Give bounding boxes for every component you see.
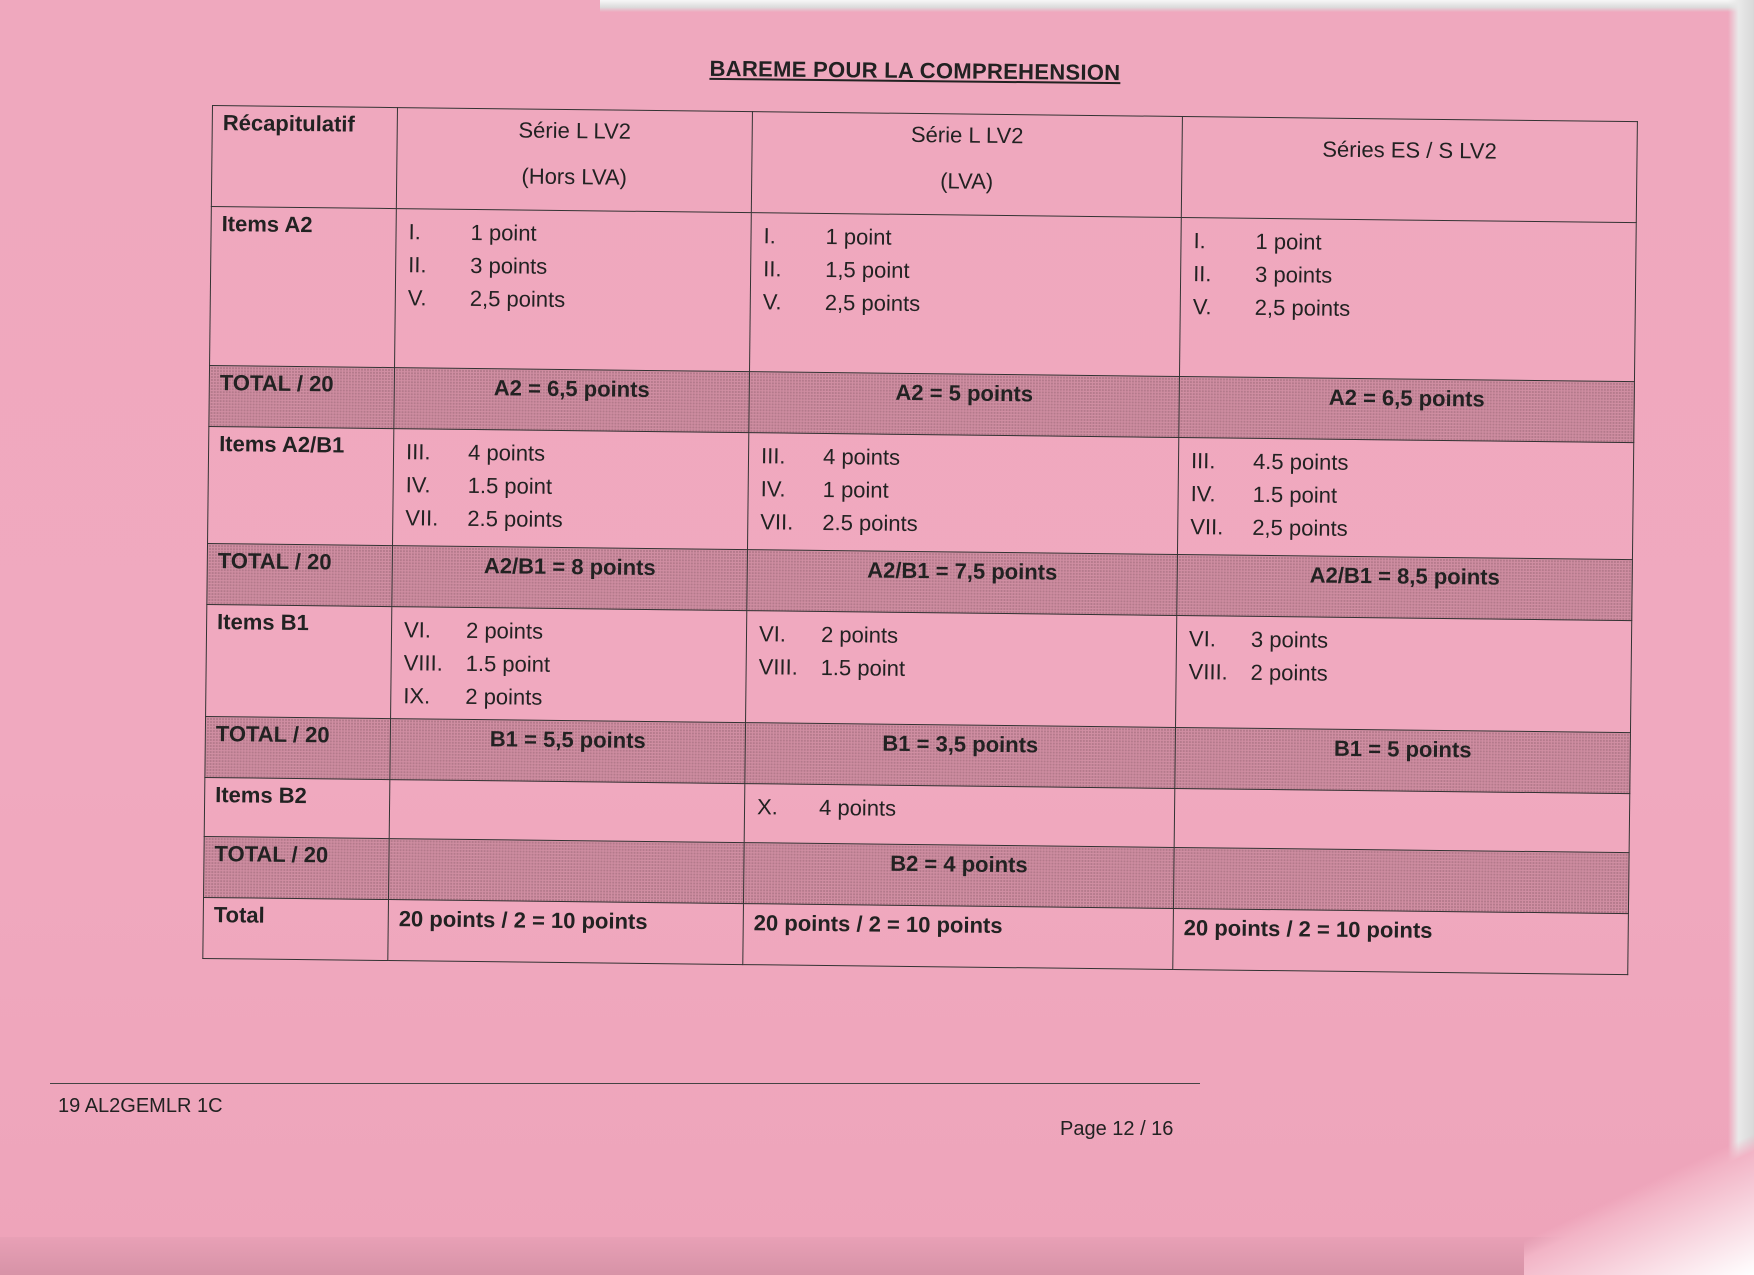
item-points: 2 points — [465, 617, 544, 644]
item-entry — [758, 650, 1163, 688]
item-points: 1,5 point — [825, 256, 910, 283]
page-title: BAREME POUR LA COMPREHENSION — [709, 55, 1121, 86]
item-points: 2.5 points — [467, 505, 563, 533]
header-column-line2: (LVA) — [940, 168, 994, 194]
items-row-label: Items B2 — [204, 777, 390, 838]
document-code: 19 AL2GEMLR 1C — [58, 1095, 223, 1117]
item-entry — [405, 501, 735, 538]
item-points: 2,5 points — [469, 285, 566, 313]
header-column-line2 — [1182, 161, 1636, 186]
item-number: II. — [763, 256, 782, 282]
item-number: VII. — [760, 509, 794, 535]
item-number: VII. — [405, 505, 439, 531]
items-cell — [747, 433, 1178, 555]
scan-edge-right — [1728, 0, 1754, 1275]
item-number: VIII. — [758, 654, 798, 680]
item-entry — [403, 646, 733, 683]
total-value: A2 = 5 points — [749, 372, 1180, 438]
item-entry — [404, 613, 734, 650]
item-number: I. — [763, 223, 776, 249]
total-value: A2/B1 = 8 points — [392, 546, 748, 611]
item-number: IV. — [405, 472, 431, 498]
items-cell — [746, 611, 1177, 728]
item-number: V. — [762, 289, 782, 315]
total-row-label: TOTAL / 20 — [205, 716, 391, 779]
item-number: I. — [1193, 228, 1206, 254]
item-entry — [1189, 622, 1619, 660]
items-cell — [1179, 218, 1636, 382]
item-points: 4 points — [822, 443, 901, 470]
header-column-line1: Séries ES / S LV2 — [1322, 136, 1497, 164]
item-number: IX. — [403, 683, 431, 709]
total-value: A2/B1 = 8,5 points — [1177, 554, 1633, 620]
item-number: III. — [405, 439, 431, 465]
item-points: 4 points — [467, 439, 546, 466]
item-number: VIII. — [1188, 659, 1228, 685]
items-row — [208, 426, 1634, 559]
item-number: V. — [1192, 294, 1212, 320]
items-row-label: Items A2 — [210, 206, 397, 367]
final-total-label: Total — [203, 897, 389, 960]
item-entry — [760, 505, 1165, 543]
header-column-line2: (Hors LVA) — [521, 163, 628, 190]
item-entry — [403, 679, 733, 716]
item-points: 3 points — [1250, 626, 1329, 653]
total-value: A2 = 6,5 points — [1179, 376, 1635, 442]
item-number: VIII. — [403, 650, 443, 676]
item-entry — [759, 617, 1164, 655]
total-value: B2 = 4 points — [743, 843, 1174, 909]
item-entry — [408, 248, 738, 285]
scan-edge-top — [600, 0, 1754, 12]
items-cell — [1176, 615, 1632, 732]
item-entry — [760, 472, 1165, 510]
item-entry — [408, 281, 738, 318]
item-points: 1.5 point — [1252, 481, 1338, 508]
item-entry — [763, 252, 1168, 290]
item-entry — [763, 219, 1168, 257]
items-row-label: Items B1 — [206, 604, 392, 718]
item-number: VI. — [758, 621, 787, 647]
item-points: 3 points — [1255, 261, 1333, 288]
total-value: A2/B1 = 7,5 points — [747, 550, 1178, 616]
item-number: III. — [760, 443, 786, 469]
header-row — [211, 106, 1637, 223]
item-points: 1 point — [825, 223, 892, 250]
item-points: 2,5 points — [1254, 294, 1351, 321]
items-cell — [750, 213, 1182, 377]
total-row-label: TOTAL / 20 — [209, 365, 395, 428]
item-entry — [763, 285, 1168, 323]
item-points: 1 point — [822, 476, 889, 503]
item-number: IV. — [1190, 481, 1216, 507]
item-number: VI. — [403, 617, 432, 643]
scan-edge-bottom — [0, 1237, 1754, 1275]
total-row-label: TOTAL / 20 — [204, 836, 390, 899]
item-number: VII. — [1190, 514, 1224, 540]
grading-table — [202, 105, 1638, 975]
item-entry — [1193, 224, 1623, 262]
item-entry — [1190, 510, 1620, 548]
item-entry — [757, 790, 1162, 828]
item-entry — [1193, 257, 1623, 295]
item-points: 2,5 points — [824, 289, 921, 317]
item-points: 1.5 point — [465, 650, 551, 677]
total-row-label: TOTAL / 20 — [207, 543, 393, 606]
final-total-value: 20 points / 2 = 10 points — [743, 904, 1174, 970]
item-points: 2 points — [1250, 659, 1328, 686]
grading-table-wrapper — [202, 105, 1637, 975]
final-total-value: 20 points / 2 = 10 points — [388, 900, 744, 965]
item-points: 1 point — [470, 219, 537, 246]
header-column — [751, 112, 1182, 218]
items-cell — [1174, 788, 1630, 852]
header-column-line1: Série L LV2 — [910, 121, 1024, 149]
item-points: 1 point — [1255, 228, 1322, 255]
item-number: I. — [408, 219, 421, 245]
item-entry — [761, 439, 1166, 477]
item-entry — [1191, 444, 1621, 482]
page-number: Page 12 / 16 — [1060, 1118, 1174, 1140]
item-points: 2 points — [820, 621, 899, 648]
item-number: III. — [1190, 448, 1216, 474]
total-value: B1 = 3,5 points — [745, 723, 1176, 789]
page-corner-fold — [1524, 1125, 1754, 1275]
footer-divider — [50, 1083, 1200, 1084]
header-column-line1: Série L LV2 — [518, 117, 632, 144]
item-points: 1.5 point — [820, 654, 906, 681]
item-points: 1.5 point — [467, 472, 553, 499]
final-total-value: 20 points / 2 = 10 points — [1173, 908, 1629, 974]
items-cell — [744, 784, 1175, 848]
item-points: 3 points — [470, 252, 548, 279]
items-row-label: Items A2/B1 — [208, 426, 394, 545]
item-points: 4.5 points — [1252, 448, 1349, 475]
header-column — [1181, 117, 1637, 223]
items-cell — [393, 429, 749, 550]
item-number: IV. — [760, 476, 786, 502]
item-number: V. — [407, 285, 427, 311]
item-points: 2.5 points — [822, 509, 918, 537]
item-entry — [1188, 655, 1618, 693]
items-cell — [1177, 437, 1633, 559]
total-value — [1173, 847, 1629, 913]
items-cell — [395, 209, 752, 372]
total-value: B1 = 5 points — [1175, 727, 1631, 793]
header-column — [396, 108, 752, 213]
item-number: X. — [756, 794, 779, 820]
items-row — [206, 604, 1632, 732]
item-entry — [406, 468, 736, 505]
header-label: Récapitulatif — [211, 106, 397, 209]
item-entry — [1193, 290, 1623, 328]
item-points: 4 points — [818, 794, 897, 821]
items-cell — [391, 607, 747, 723]
item-points: 2 points — [465, 683, 543, 710]
items-row — [210, 206, 1637, 381]
item-entry — [406, 435, 736, 472]
item-points: 2,5 points — [1252, 514, 1348, 541]
total-value: B1 = 5,5 points — [390, 719, 746, 784]
total-value — [388, 839, 744, 904]
item-number: II. — [1193, 261, 1212, 287]
item-entry — [408, 215, 738, 252]
items-cell — [389, 780, 745, 843]
total-value: A2 = 6,5 points — [394, 368, 750, 433]
item-number: II. — [408, 252, 427, 278]
item-number: VI. — [1188, 626, 1217, 652]
item-entry — [1190, 477, 1620, 515]
